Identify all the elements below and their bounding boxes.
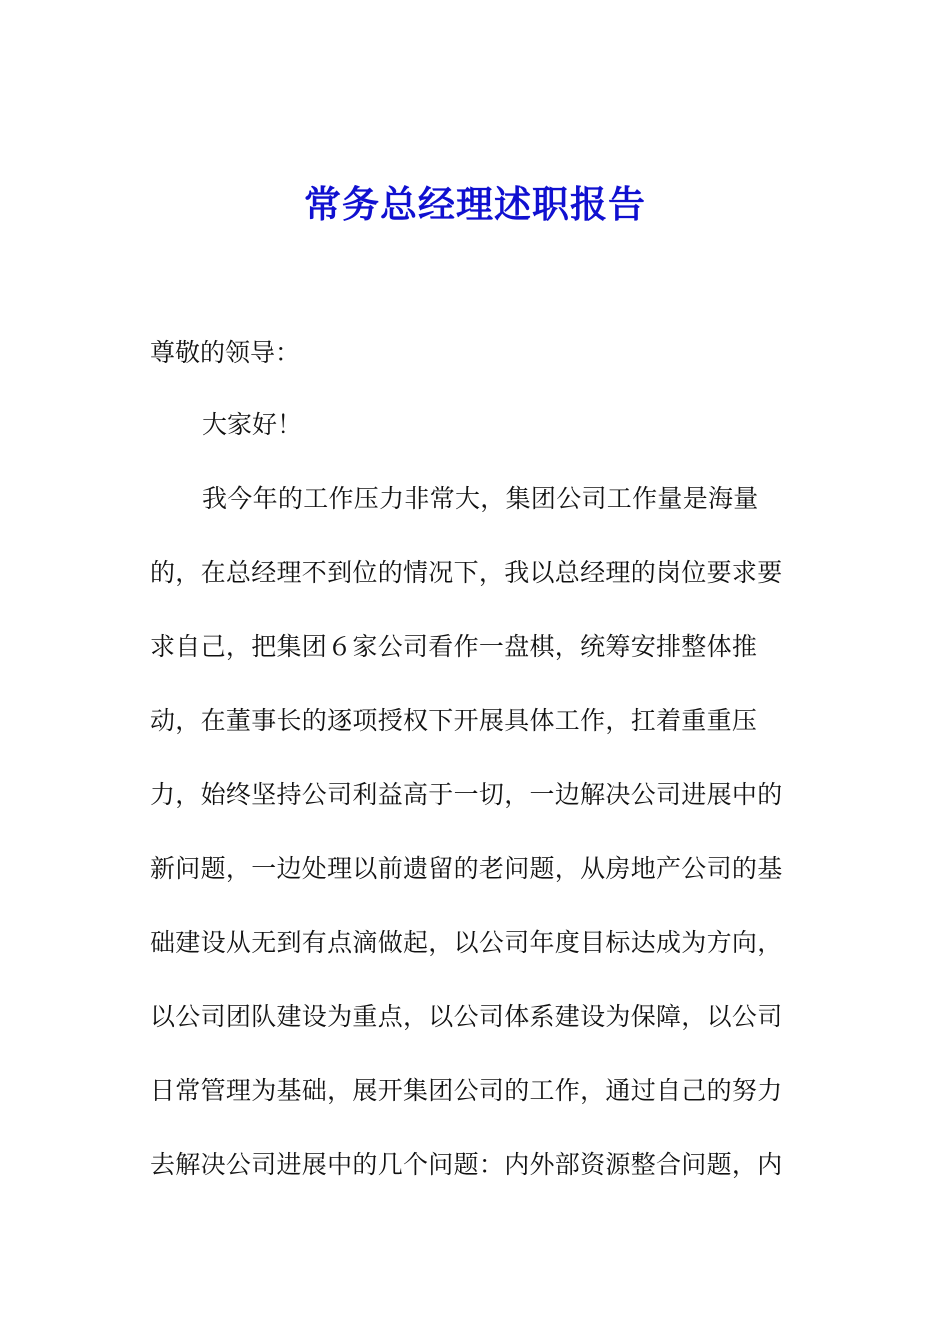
paragraph-line: 力，始终坚持公司利益高于一切，一边解决公司进展中的 — [150, 780, 783, 809]
body-paragraph — [150, 462, 795, 1202]
paragraph-line: 础建设从无到有点滴做起，以公司年度目标达成为方向， — [150, 928, 783, 957]
document-title: 常务总经理述职报告 — [304, 182, 646, 226]
paragraph-line: 动，在董事长的逐项授权下开展具体工作，扛着重重压 — [150, 706, 758, 735]
paragraph-line: 求自己，把集团６家公司看作一盘棋，统筹安排整体推 — [150, 632, 758, 661]
paragraph-line: 新问题，一边处理以前遗留的老问题，从房地产公司的基 — [150, 854, 783, 883]
greeting: 大家好！ — [202, 410, 303, 439]
paragraph-line: 的，在总经理不到位的情况下，我以总经理的岗位要求要 — [150, 558, 783, 587]
paragraph-line: 我今年的工作压力非常大，集团公司工作量是海量 — [202, 484, 759, 513]
paragraph-line: 日常管理为基础，展开集团公司的工作，通过自己的努力 — [150, 1076, 783, 1105]
paragraph-line: 去解决公司进展中的几个问题：内外部资源整合问题，内 — [150, 1150, 783, 1179]
paragraph-line: 以公司团队建设为重点，以公司体系建设为保障，以公司 — [150, 1002, 783, 1031]
salutation: 尊敬的领导： — [150, 338, 301, 367]
